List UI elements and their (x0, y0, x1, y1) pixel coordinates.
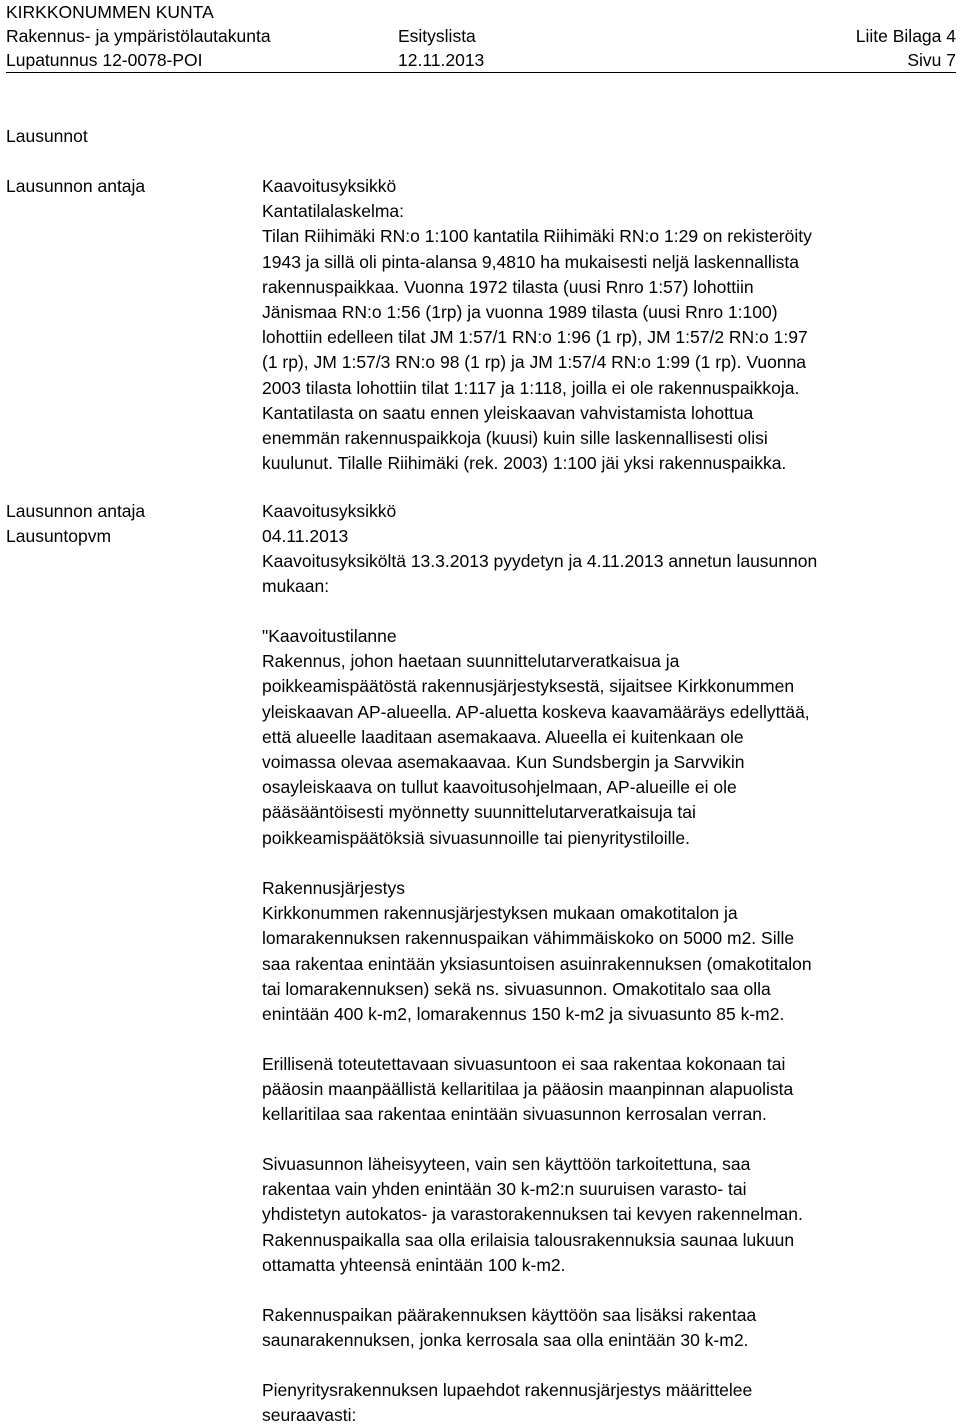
document-date: 12.11.2013 (398, 50, 485, 70)
text-line: 2003 tilasta lohottiin tilat 1:117 ja 1:118, joilla ei ole rakennuspaikkoja. (262, 377, 800, 398)
text-line: rakennuspaikkaa. Vuonna 1972 tilasta (uusi Rnro 1:57) lohottiin (262, 276, 754, 297)
paragraph-rakennusjarjestys (262, 876, 958, 1027)
text-line: Pienyritysrakennuksen lupaehdot rakennusjärjestys määrittelee (262, 1380, 753, 1400)
text-line: Rakennuspaikalla saa olla erilaisia talousrakennuksia saunaa lukuun (262, 1229, 795, 1250)
statement2-date-label: Lausuntopvm (6, 526, 112, 546)
text-line: ottamatta yhteensä enintään 100 k-m2. (262, 1254, 566, 1275)
text-line: Kirkkonummen rakennusjärjestyksen mukaan omakotitalon ja (262, 903, 738, 924)
attachment-label: Liite Bilaga 4 (855, 26, 956, 46)
list-type: Esityslista (398, 26, 476, 46)
permit-id: Lupatunnus 12-0078-POI (6, 50, 203, 70)
text-line: Kantatilalaskelma: (262, 201, 405, 222)
text-line: kellaritilaa saa rakentaa enintään sivuasunnon kerrosalan verran. (262, 1104, 767, 1125)
paragraph-sivuasunto-rakennukset (262, 1152, 958, 1278)
text-line: pääsääntöisesti myönnetty suunnittelutarveratkaisuja tai (262, 802, 696, 823)
page-header (6, 0, 956, 73)
text-line: Erillisenä toteutettavaan sivuasuntoon ei saa rakentaa kokonaan tai (262, 1054, 786, 1074)
text-line: Jänismaa RN:o 1:56 (1rp) ja vuonna 1989 tilasta (uusi Rnro 1:100) (262, 302, 778, 323)
text-line: (1 rp), JM 1:57/3 RN:o 98 (1 rp) ja JM 1:57/4 RN:o 1:99 (1 rp). Vuonna (262, 352, 807, 373)
org-name: KIRKKONUMMEN KUNTA (6, 2, 214, 22)
text-line: lohottiin edelleen tilat JM 1:57/1 RN:o 1:96 (1 rp), JM 1:57/2 RN:o 1:97 (262, 327, 808, 348)
text-line: yleiskaavan AP-alueella. AP-aluetta koskeva kaavamääräys edellyttää, (262, 701, 810, 722)
text-line: enemmän rakennuspaikkoja (kuusi) kuin sille laskennallisesti olisi (262, 428, 768, 449)
text-line: poikkeamispäätöksiä sivuasunnoille tai pienyritystiloille. (262, 827, 690, 848)
statement2-giver: Kaavoitusyksikkö (262, 501, 397, 521)
text-line: yhdistetyn autokatos- ja varastorakennuksen tai kevyen rakennelman. (262, 1204, 803, 1225)
text-line: 1943 ja sillä oli pinta-alansa 9,4810 ha mukaisesti neljä laskennallista (262, 251, 799, 272)
text-line: Rakennus, johon haetaan suunnittelutarveratkaisua ja (262, 651, 680, 672)
text-line: lomarakennuksen rakennuspaikan vähimmäiskoko on 5000 m2. Sille (262, 928, 795, 949)
paragraph-sivuasunto-kellari (262, 1052, 958, 1128)
text-line: Kantatilasta on saatu ennen yleiskaavan vahvistamista lohottua (262, 402, 754, 423)
text-line: Tilan Riihimäki RN:o 1:100 kantatila Riihimäki RN:o 1:29 on rekisteröity (262, 226, 812, 247)
text-line: Rakennusjärjestys (262, 878, 405, 898)
paragraph-kaavoitustilanne (262, 624, 958, 851)
text-line: enintään 400 k-m2, lomarakennus 150 k-m2 ja sivuasunto 85 k-m2. (262, 1004, 785, 1025)
text-line: Rakennuspaikan päärakennuksen käyttöön saa lisäksi rakentaa (262, 1305, 757, 1325)
text-line: saa rakentaa enintään yksiasuntoisen asuinrakennuksen (omakotitalon (262, 953, 812, 974)
text-line: tai lomarakennuksen) sekä ns. sivuasunnon. Omakotitalo saa olla (262, 978, 771, 999)
text-line: poikkeamispäätöstä rakennusjärjestyksestä, sijaitsee Kirkkonummen (262, 676, 795, 697)
page-number: Sivu 7 (907, 50, 956, 70)
text-line: mukaan: (262, 576, 330, 597)
text-line: pääosin maanpäällistä kellaritilaa ja pääosin maanpinnan alapuolista (262, 1079, 794, 1100)
header-rule-row (6, 48, 956, 73)
text-line: "Kaavoitustilanne (262, 626, 397, 646)
text-line: osayleiskaava on tullut kaavoitusohjelmaan, AP-alueille ei ole (262, 777, 737, 798)
text-line: kuulunut. Tilalle Riihimäki (rek. 2003) 1:100 jäi yksi rakennuspaikka. (262, 453, 787, 474)
paragraph-pienyritys (262, 1378, 958, 1428)
statement1-giver-label: Lausunnon antaja (6, 176, 146, 196)
statement2-giver-label: Lausunnon antaja (6, 501, 146, 521)
text-line: Kaavoitusyksikkö (262, 176, 397, 196)
text-line: voimassa olevaa asemakaavaa. Kun Sundsbergin ja Sarvvikin (262, 752, 745, 773)
statement2-intro (262, 549, 958, 599)
text-line: saunarakennuksen, jonka kerrosala saa olla enintään 30 k-m2. (262, 1330, 749, 1351)
paragraph-sauna (262, 1303, 958, 1353)
text-line: Sivuasunnon läheisyyteen, vain sen käyttöön tarkoitettuna, saa (262, 1154, 751, 1174)
text-line: Kaavoitusyksiköltä 13.3.2013 pyydetyn ja 4.11.2013 annetun lausunnon (262, 551, 818, 571)
text-line: että alueelle laaditaan asemakaava. Alueella ei kuitenkaan ole (262, 726, 744, 747)
text-line: rakentaa vain yhden enintään 30 k-m2:n suuruisen varasto- tai (262, 1179, 747, 1200)
section-title: Lausunnot (6, 126, 88, 146)
statement2-date: 04.11.2013 (262, 526, 349, 546)
text-line: seuraavasti: (262, 1405, 357, 1426)
statement1-body (262, 174, 958, 476)
board-name: Rakennus- ja ympäristölautakunta (6, 26, 271, 46)
